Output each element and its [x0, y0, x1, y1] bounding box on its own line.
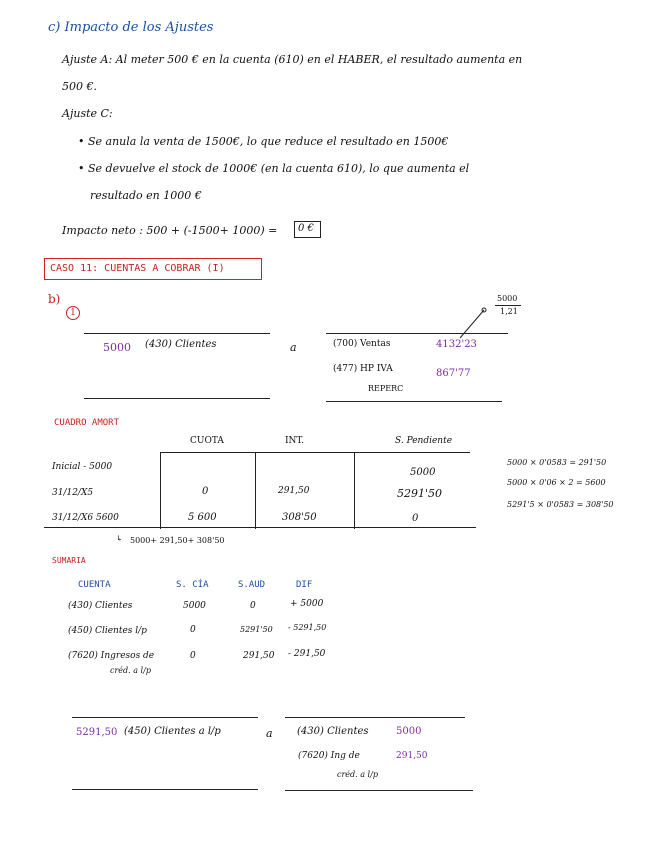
amort-row-1-pend: 5291'50	[397, 487, 443, 500]
entry1-credit-bottom	[326, 401, 502, 402]
entry2-credit-top	[285, 717, 465, 718]
amort-under-arrow: ↳	[116, 534, 123, 543]
summary-row-2-aud: 291,50	[243, 651, 275, 661]
adjust-a-line-2: 500 €.	[62, 80, 97, 93]
entry2-credit2-account-2: créd. a l/p	[337, 770, 378, 779]
entry2-credit-bottom	[285, 790, 473, 791]
entry1-debit-account: (430) Clientes	[145, 339, 217, 350]
summary-header-cia: S. CÍA	[176, 580, 209, 590]
summary-row-0-aud: 0	[250, 601, 256, 611]
summary-row-2-cuenta: (7620) Ingresos de	[68, 651, 155, 661]
summary-row-0-cuenta: (430) Clientes	[68, 601, 133, 611]
summary-header-aud: S.AUD	[238, 580, 266, 590]
entry2-debit-top	[72, 717, 258, 718]
bullet-1-text: Se anula la venta de 1500€, lo que reduce el resultado en 1500€	[88, 135, 449, 148]
amort-under-note: 5000+ 291,50+ 308'50	[130, 536, 225, 545]
amort-row-1-int: 291,50	[278, 486, 310, 496]
entry1-credit-top	[326, 333, 508, 334]
amort-row-2-pend: 0	[412, 513, 419, 524]
entry1-debit-bottom	[84, 398, 270, 399]
section-c-title: c) Impacto de los Ajustes	[48, 20, 214, 35]
fraction-denominator: 1,21	[500, 307, 518, 316]
entry1-credit2-account-2: REPERC	[368, 384, 404, 393]
entry1-credit2-account-1: (477) HP IVA	[333, 364, 393, 374]
entry2-credit1-account: (430) Clientes	[297, 726, 369, 737]
summary-row-2-cuenta-2: créd. a l/p	[110, 666, 151, 675]
entry1-debit-top	[84, 333, 270, 334]
case-title: CASO 11: CUENTAS A COBRAR (I)	[50, 263, 225, 274]
amort-vline-2	[255, 452, 256, 529]
bullet-2-line-2: resultado en 1000 €	[90, 189, 202, 202]
net-impact-label: Impacto neto : 500 + (-1500+ 1000) =	[62, 224, 278, 237]
entry2-debit-amount: 5291,50	[76, 727, 118, 738]
amort-row-1-label: 31/12/X5	[52, 488, 94, 498]
side-calc-2: 5000 × 0'06 × 2 = 5600	[507, 478, 606, 487]
entry1-debit-amount: 5000	[103, 341, 131, 354]
side-calc-1: 5000 × 0'0583 = 291'50	[507, 458, 607, 467]
entry2-connector: a	[266, 727, 273, 740]
amort-row-1-cuota: 0	[202, 486, 209, 497]
pointer-arrow	[456, 306, 490, 342]
bullet-1: • Se anula la venta de 1500€, lo que reduce el resultado en 1500€	[78, 135, 449, 148]
entry2-debit-account: (450) Clientes a l/p	[124, 726, 221, 737]
amort-header-cuota: CUOTA	[190, 436, 224, 446]
fraction-numerator: 5000	[497, 294, 518, 303]
summary-row-1-aud: 5291'50	[240, 625, 273, 634]
entry1-credit2-amount: 867'77	[436, 368, 471, 379]
amort-title: CUADRO AMORT	[54, 418, 120, 428]
adjust-a-line-1: Ajuste A: Al meter 500 € en la cuenta (610) en el HABER, el resultado aumenta en	[62, 53, 523, 66]
fraction-bar	[495, 305, 521, 306]
step-marker: 1	[66, 306, 80, 320]
amort-row-0-pend: 5000	[410, 467, 436, 478]
entry1-connector: a	[290, 341, 297, 354]
amort-header-pend: S. Pendiente	[395, 436, 453, 446]
amort-vline-1	[160, 452, 161, 529]
summary-header-cuenta: CUENTA	[78, 580, 111, 590]
side-calc-3: 5291'5 × 0'0583 = 308'50	[507, 500, 614, 509]
amort-row-2-cuota: 5 600	[188, 512, 217, 523]
summary-row-2-cia: 0	[190, 651, 196, 661]
summary-row-2-dif: - 291,50	[288, 649, 326, 659]
summary-header-dif: DIF	[296, 580, 313, 590]
summary-row-1-cia: 0	[190, 625, 196, 635]
amort-vline-3	[354, 452, 355, 529]
bullet-2-text: Se devuelve el stock de 1000€ (en la cuenta 610), lo que aumenta el	[88, 162, 470, 175]
summary-row-1-dif: - 5291,50	[288, 623, 327, 632]
adjust-c-heading: Ajuste C:	[62, 107, 113, 120]
summary-row-0-cia: 5000	[183, 601, 206, 611]
entry2-credit2-account-1: (7620) Ing de	[298, 751, 360, 761]
summary-row-0-dif: + 5000	[290, 599, 324, 609]
bullet-2: • Se devuelve el stock de 1000€ (en la cuenta 610), lo que aumenta el	[78, 162, 470, 175]
entry2-debit-bottom	[72, 789, 258, 790]
entry1-credit1-amount: 4132'23	[436, 339, 477, 350]
amort-bottom-line	[44, 527, 476, 528]
entry2-credit1-amount: 5000	[396, 726, 422, 737]
amort-header-int: INT.	[285, 436, 304, 446]
net-impact-result: 0 €	[298, 223, 314, 234]
entry1-credit1-account: (700) Ventas	[333, 339, 391, 349]
amort-header-line	[160, 452, 470, 453]
amort-row-2-int: 308'50	[282, 512, 317, 523]
entry2-credit2-amount: 291,50	[396, 751, 428, 761]
part-b-label: b)	[48, 292, 61, 306]
amort-row-2-label: 31/12/X6 5600	[52, 513, 119, 523]
amort-row-0-label: Inicial - 5000	[52, 462, 113, 472]
summary-title: SUMARIA	[52, 556, 86, 565]
summary-row-1-cuenta: (450) Clientes l/p	[68, 626, 147, 636]
